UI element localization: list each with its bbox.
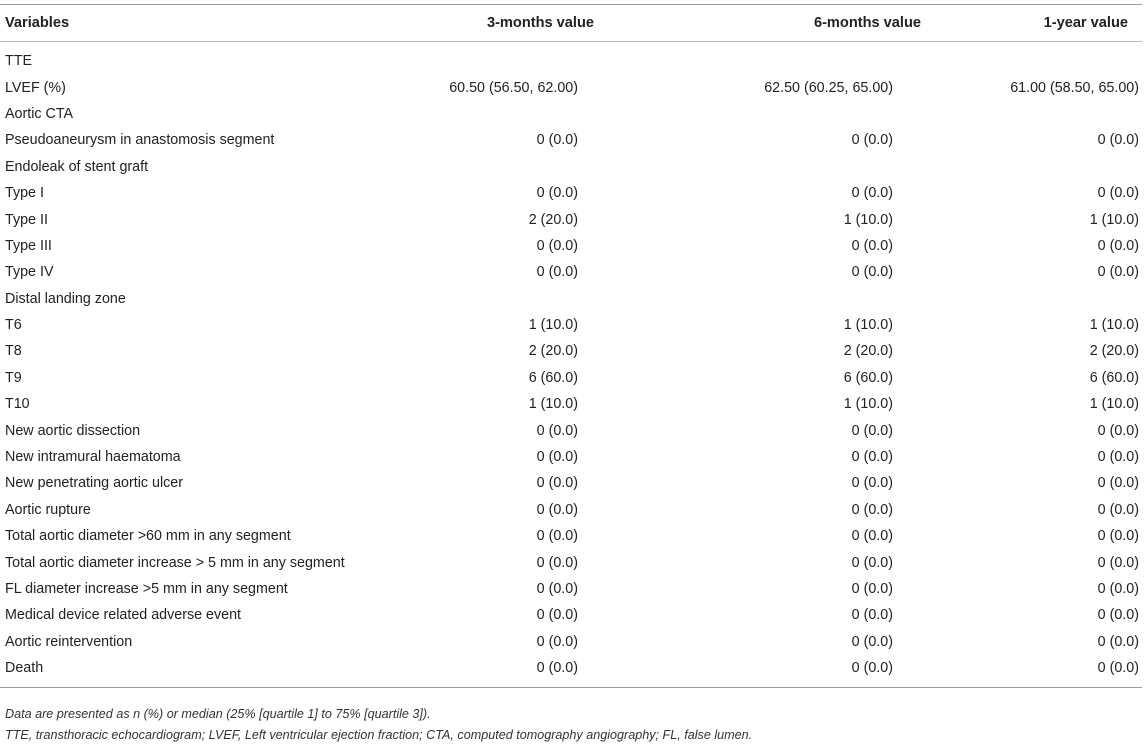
value-1-year: 0 (0.0) <box>1097 185 1139 202</box>
table-row <box>0 48 1142 74</box>
value-3-months: 0 (0.0) <box>536 449 578 466</box>
table-body <box>0 48 1142 681</box>
value-1-year: 0 (0.0) <box>1097 554 1139 571</box>
table-row <box>0 312 1142 338</box>
table-bottom-rule <box>0 687 1142 688</box>
row-label: TTE <box>5 53 33 70</box>
row-label: Total aortic diameter increase > 5 mm in any segment <box>5 554 345 571</box>
table-row <box>0 576 1142 602</box>
table-footnotes <box>5 704 752 746</box>
value-1-year: 0 (0.0) <box>1097 660 1139 677</box>
value-3-months: 0 (0.0) <box>536 660 578 677</box>
value-3-months: 60.50 (56.50, 62.00) <box>449 79 578 96</box>
table-row <box>0 286 1142 312</box>
value-3-months: 1 (10.0) <box>528 396 578 413</box>
value-3-months: 2 (20.0) <box>528 343 578 360</box>
value-6-months: 0 (0.0) <box>851 185 893 202</box>
value-6-months: 1 (10.0) <box>843 211 893 228</box>
row-label: Death <box>5 660 44 677</box>
value-6-months: 0 (0.0) <box>851 501 893 518</box>
value-3-months: 0 (0.0) <box>536 607 578 624</box>
value-1-year: 0 (0.0) <box>1097 501 1139 518</box>
value-6-months: 0 (0.0) <box>851 132 893 149</box>
table-row <box>0 549 1142 575</box>
value-6-months: 0 (0.0) <box>851 237 893 254</box>
value-3-months: 0 (0.0) <box>536 132 578 149</box>
value-3-months: 1 (10.0) <box>528 317 578 334</box>
row-label: New aortic dissection <box>5 422 141 439</box>
table-row <box>0 338 1142 364</box>
row-label: Endoleak of stent graft <box>5 158 149 175</box>
table-row <box>0 470 1142 496</box>
row-label: New intramural haematoma <box>5 449 181 466</box>
table-row <box>0 444 1142 470</box>
row-label: Type III <box>5 237 52 254</box>
value-3-months: 0 (0.0) <box>536 475 578 492</box>
table-row <box>0 180 1142 206</box>
value-6-months: 0 (0.0) <box>851 528 893 545</box>
value-6-months: 1 (10.0) <box>843 396 893 413</box>
header-variables: Variables <box>5 15 70 31</box>
value-6-months: 62.50 (60.25, 65.00) <box>764 79 893 96</box>
value-3-months: 0 (0.0) <box>536 237 578 254</box>
value-1-year: 61.00 (58.50, 65.00) <box>1010 79 1139 96</box>
value-3-months: 0 (0.0) <box>536 185 578 202</box>
value-6-months: 2 (20.0) <box>843 343 893 360</box>
value-1-year: 1 (10.0) <box>1089 211 1139 228</box>
value-3-months: 2 (20.0) <box>528 211 578 228</box>
row-label: Type II <box>5 211 48 228</box>
value-1-year: 1 (10.0) <box>1089 396 1139 413</box>
header-3-months: 3-months value <box>486 15 594 31</box>
row-label: New penetrating aortic ulcer <box>5 475 184 492</box>
table-row <box>0 259 1142 285</box>
row-label: Type I <box>5 185 44 202</box>
value-6-months: 0 (0.0) <box>851 264 893 281</box>
footnote-abbreviations: TTE, transthoracic echocardiogram; LVEF, Left ventricular ejection fraction; CTA, computed tomography angiography; FL, false lumen. <box>5 728 753 742</box>
row-label: FL diameter increase >5 mm in any segment <box>5 581 288 597</box>
value-6-months: 0 (0.0) <box>851 607 893 624</box>
table-header-row <box>0 5 1142 41</box>
value-6-months: 0 (0.0) <box>851 633 893 650</box>
value-6-months: 0 (0.0) <box>851 449 893 466</box>
value-1-year: 0 (0.0) <box>1097 633 1139 650</box>
value-1-year: 6 (60.0) <box>1089 369 1139 386</box>
row-label: Aortic CTA <box>5 105 74 122</box>
value-3-months: 0 (0.0) <box>536 581 578 597</box>
table-row <box>0 417 1142 443</box>
row-label: Aortic rupture <box>5 501 91 518</box>
table-row <box>0 154 1142 180</box>
value-6-months: 6 (60.0) <box>843 369 893 386</box>
footnote-data-presentation: Data are presented as n (%) or median (25% [quartile 1] to 75% [quartile 3]). <box>5 707 431 721</box>
value-3-months: 6 (60.0) <box>528 369 578 386</box>
row-label: Total aortic diameter >60 mm in any segment <box>5 528 291 545</box>
value-3-months: 0 (0.0) <box>536 528 578 545</box>
value-1-year: 2 (20.0) <box>1089 343 1139 360</box>
value-1-year: 0 (0.0) <box>1097 237 1139 254</box>
header-6-months: 6-months value <box>813 15 921 31</box>
row-label: LVEF (%) <box>5 79 66 96</box>
value-1-year: 1 (10.0) <box>1089 317 1139 334</box>
table-row <box>0 233 1142 259</box>
row-label: Aortic reintervention <box>5 633 133 650</box>
value-1-year: 0 (0.0) <box>1097 264 1139 281</box>
value-1-year: 0 (0.0) <box>1097 528 1139 545</box>
value-3-months: 0 (0.0) <box>536 501 578 518</box>
row-label: T10 <box>5 396 30 413</box>
row-label: T9 <box>5 369 22 386</box>
table-row <box>0 602 1142 628</box>
table-row <box>0 127 1142 153</box>
value-6-months: 1 (10.0) <box>843 317 893 334</box>
value-1-year: 0 (0.0) <box>1097 132 1139 149</box>
table-row <box>0 497 1142 523</box>
value-6-months: 0 (0.0) <box>851 422 893 439</box>
value-6-months: 0 (0.0) <box>851 660 893 677</box>
table-row <box>0 74 1142 100</box>
value-1-year: 0 (0.0) <box>1097 475 1139 492</box>
table-row <box>0 523 1142 549</box>
value-6-months: 0 (0.0) <box>851 581 893 597</box>
row-label: Distal landing zone <box>5 290 126 307</box>
row-label: T8 <box>5 343 22 360</box>
value-1-year: 0 (0.0) <box>1097 449 1139 466</box>
row-label: Pseudoaneurysm in anastomosis segment <box>5 132 275 149</box>
value-3-months: 0 (0.0) <box>536 554 578 571</box>
table-row <box>0 391 1142 417</box>
value-6-months: 0 (0.0) <box>851 475 893 492</box>
value-1-year: 0 (0.0) <box>1097 422 1139 439</box>
value-6-months: 0 (0.0) <box>851 554 893 571</box>
table-row <box>0 629 1142 655</box>
row-label: Type IV <box>5 264 54 281</box>
table-row <box>0 365 1142 391</box>
value-3-months: 0 (0.0) <box>536 264 578 281</box>
value-1-year: 0 (0.0) <box>1097 581 1139 597</box>
value-3-months: 0 (0.0) <box>536 633 578 650</box>
row-label: Medical device related adverse event <box>5 607 242 624</box>
table-row <box>0 206 1142 232</box>
results-table <box>0 4 1142 688</box>
row-label: T6 <box>5 317 22 334</box>
value-3-months: 0 (0.0) <box>536 422 578 439</box>
table-row <box>0 655 1142 681</box>
value-1-year: 0 (0.0) <box>1097 607 1139 624</box>
table-row <box>0 101 1142 127</box>
header-1-year: 1-year value <box>1043 15 1128 31</box>
